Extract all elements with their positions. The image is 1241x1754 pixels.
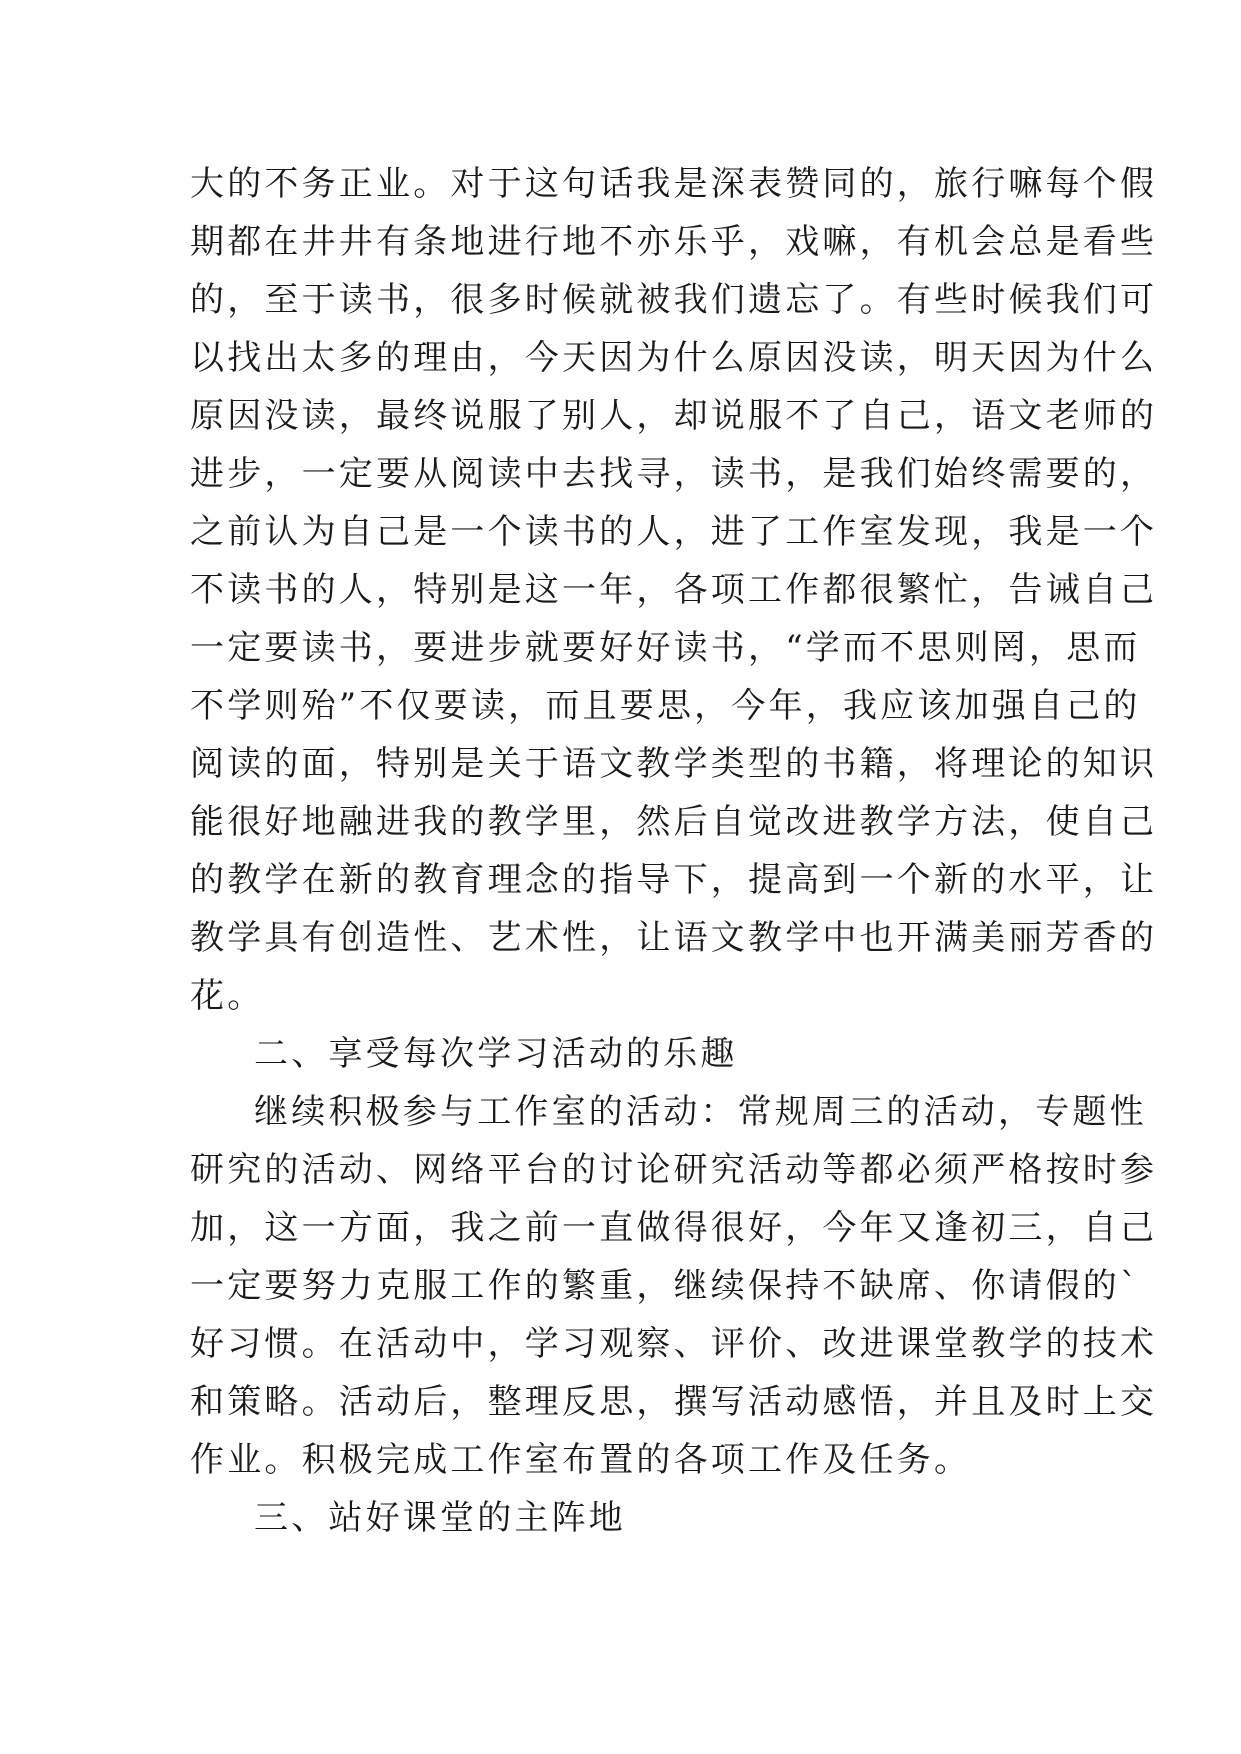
- text-line: 不学则殆”不仅要读，而且要思，今年，我应该加强自己的: [190, 686, 1141, 726]
- section-heading: 三、站好课堂的主阵地: [254, 1498, 626, 1538]
- body-text: [190, 155, 1158, 1547]
- text-line: 以找出太多的理由，今天因为什么原因没读，明天因为什么: [190, 338, 1158, 378]
- paragraph-start: 继续积极参与工作室的活动：常规周三的活动，专题性: [254, 1092, 1147, 1132]
- text-line: 一定要读书，要进步就要好好读书，“学而不思则罔，思而: [190, 628, 1141, 668]
- text-line: 原因没读，最终说服了别人，却说服不了自己，语文老师的: [190, 396, 1158, 436]
- text-line: 教学具有创造性、艺术性，让语文教学中也开满美丽芳香的: [190, 918, 1158, 958]
- text-line: 期都在井井有条地进行地不亦乐乎，戏嘛，有机会总是看些: [190, 222, 1158, 262]
- section-heading: 二、享受每次学习活动的乐趣: [254, 1034, 738, 1074]
- text-line: 加，这一方面，我之前一直做得很好，今年又逢初三，自己: [190, 1208, 1158, 1248]
- text-line: 大的不务正业。对于这句话我是深表赞同的，旅行嘛每个假: [190, 164, 1158, 204]
- text-line: 进步，一定要从阅读中去找寻，读书，是我们始终需要的，: [190, 454, 1158, 494]
- text-line: 研究的活动、网络平台的讨论研究活动等都必须严格按时参: [190, 1150, 1158, 1190]
- text-line: 和策略。活动后，整理反思，撰写活动感悟，并且及时上交: [190, 1382, 1158, 1422]
- text-line: 作业。积极完成工作室布置的各项工作及任务。: [190, 1440, 972, 1480]
- text-line: 阅读的面，特别是关于语文教学类型的书籍，将理论的知识: [190, 744, 1158, 784]
- text-line: 的，至于读书，很多时候就被我们遗忘了。有些时候我们可: [190, 280, 1158, 320]
- text-line: 不读书的人，特别是这一年，各项工作都很繁忙，告诫自己: [190, 570, 1158, 610]
- text-line: 能很好地融进我的教学里，然后自觉改进教学方法，使自己: [190, 802, 1158, 842]
- text-line: 好习惯。在活动中，学习观察、评价、改进课堂教学的技术: [190, 1324, 1158, 1364]
- text-line: 之前认为自己是一个读书的人，进了工作室发现，我是一个: [190, 512, 1158, 552]
- text-line: 花。: [190, 976, 265, 1016]
- text-line: 的教学在新的教育理念的指导下，提高到一个新的水平，让: [190, 860, 1158, 900]
- text-line: 一定要努力克服工作的繁重，继续保持不缺席、你请假的`: [190, 1266, 1141, 1306]
